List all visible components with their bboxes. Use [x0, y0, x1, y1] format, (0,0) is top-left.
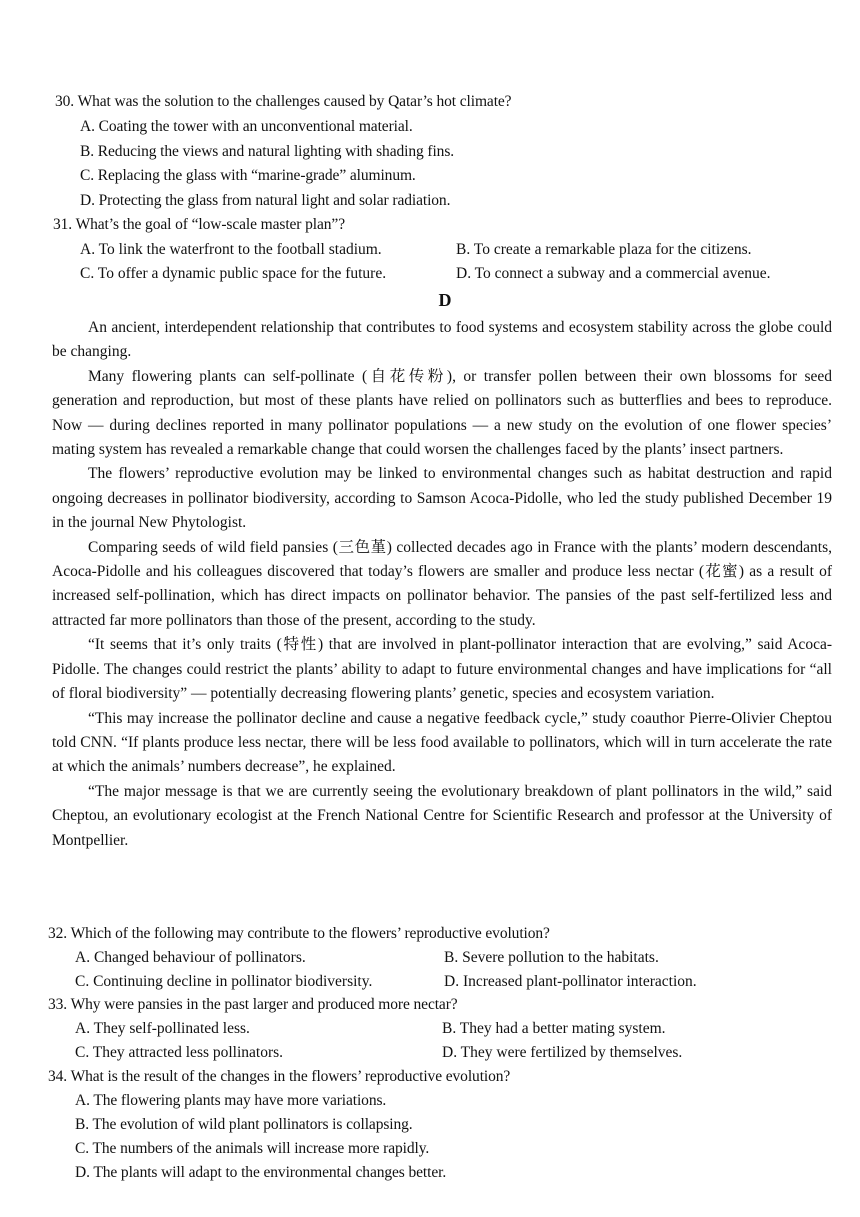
question-33-option-d: D. They were fertilized by themselves. [442, 1044, 683, 1061]
question-31-option-d: D. To connect a subway and a commercial avenue. [456, 265, 771, 282]
question-31-option-b: B. To create a remarkable plaza for the citizens. [456, 241, 752, 258]
question-31-option-c: C. To offer a dynamic public space for the future. [80, 265, 387, 282]
question-30-option-c: C. Replacing the glass with “marine-grade” aluminum. [80, 167, 416, 184]
question-30-option-b: B. Reducing the views and natural lighting with shading fins. [80, 143, 455, 160]
question-33-option-c: C. They attracted less pollinators. [75, 1044, 284, 1061]
passage-paragraph-4: Comparing seeds of wild field pansies (三色堇) collected decades ago in France with the plants’ modern descendants, Acoca-Pidolle and his colleagues discovered that today’s flowers are smaller and produce less nectar (花蜜) as a result of increased self-pollination, which has direct impacts on pollinator behavior. The pansies of the past self-fertilized less and attracted far more pollinators than those of the present, according to the study. [52, 538, 832, 629]
question-34-stem: 34. What is the result of the changes in the flowers’ reproductive evolution? [48, 1068, 511, 1085]
question-32-option-c: C. Continuing decline in pollinator biodiversity. [75, 973, 373, 990]
question-30-stem: 30. What was the solution to the challenges caused by Qatar’s hot climate? [55, 93, 512, 110]
question-34-option-a: A. The flowering plants may have more variations. [75, 1092, 387, 1109]
question-32-stem: 32. Which of the following may contribute to the flowers’ reproductive evolution? [48, 925, 550, 942]
reading-passage [52, 316, 832, 853]
passage-paragraph-1: An ancient, interdependent relationship that contributes to food systems and ecosystem stability across the globe could be changing. [52, 319, 832, 361]
passage-paragraph-3: The flowers’ reproductive evolution may be linked to environmental changes such as habitat destruction and rapid ongoing decreases in pollinator biodiversity, according to Samson Acoca-Pidolle, who led the study published December 19 in the journal New Phytologist. [52, 465, 832, 532]
passage-paragraph-6: “This may increase the pollinator decline and cause a negative feedback cycle,” study coauthor Pierre-Olivier Cheptou told CNN. “If plants produce less nectar, there will be less food available to pollinators, which will in turn accelerate the rate at which the animals’ numbers decrease”, he explained. [52, 709, 832, 776]
question-32-option-b: B. Severe pollution to the habitats. [444, 949, 659, 966]
question-34-option-b: B. The evolution of wild plant pollinators is collapsing. [75, 1116, 413, 1133]
question-33-option-a: A. They self-pollinated less. [75, 1020, 250, 1037]
question-31-stem: 31. What’s the goal of “low-scale master plan”? [53, 216, 345, 233]
question-33-option-b: B. They had a better mating system. [442, 1020, 666, 1037]
question-32-option-d: D. Increased plant-pollinator interaction. [444, 973, 697, 990]
passage-paragraph-5: “It seems that it’s only traits (特性) that are involved in plant-pollinator interaction that are evolving,” said Acoca-Pidolle. The changes could restrict the plants’ ability to adapt to future environmental changes and have implications for “all of floral biodiversity” — potentially decreasing flowering plants’ genetic, species and ecosystem variation. [52, 636, 832, 703]
question-34-option-c: C. The numbers of the animals will increase more rapidly. [75, 1140, 430, 1157]
question-31-option-a: A. To link the waterfront to the football stadium. [80, 241, 382, 258]
question-34-option-d: D. The plants will adapt to the environmental changes better. [75, 1164, 447, 1181]
passage-paragraph-2: Many flowering plants can self-pollinate (自花传粉), or transfer pollen between their own blossoms for seed generation and reproduction, but most of these plants have relied on pollinators such as butterflies and bees to reproduce. Now — during declines reported in many pollinator populations — a new study on the evolution of one flower species’ mating system has revealed a remarkable change that could worsen the challenges faced by the plants’ insect partners. [52, 367, 832, 459]
question-32-option-a: A. Changed behaviour of pollinators. [75, 949, 306, 966]
section-heading: D [438, 290, 452, 310]
question-33-stem: 33. Why were pansies in the past larger and produced more nectar? [48, 996, 458, 1013]
question-30-option-d: D. Protecting the glass from natural light and solar radiation. [80, 192, 451, 209]
question-30-option-a: A. Coating the tower with an unconventional material. [80, 118, 413, 135]
passage-paragraph-7: “The major message is that we are currently seeing the evolutionary breakdown of plant pollinators in the wild,” said Cheptou, an evolutionary ecologist at the French National Centre for Scientific Research and professor at the University of Montpellier. [52, 782, 832, 849]
